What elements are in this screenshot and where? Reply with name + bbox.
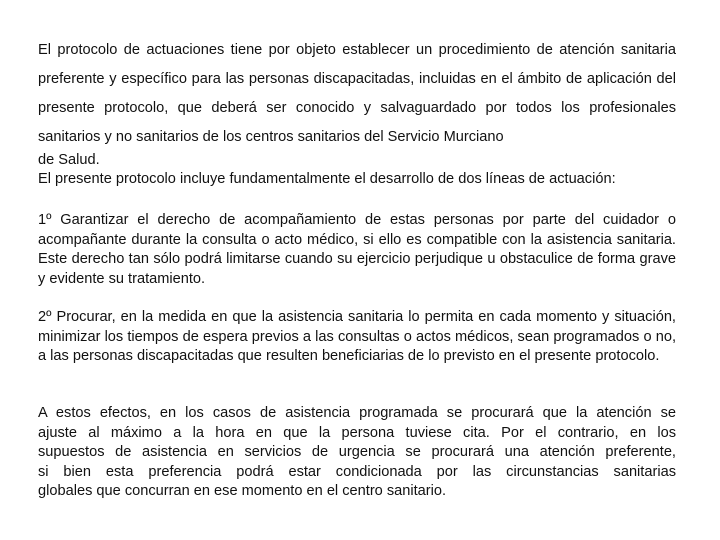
- closing-line: supuestos de asistencia en servicios de urgencia se procurará una atención preferente,: [38, 444, 676, 460]
- closing-paragraph: [38, 404, 676, 502]
- closing-line: ajuste al máximo a la hora en que la persona tuviese cita. Por el contrario, en los: [38, 424, 676, 441]
- intro-final-line: de Salud.: [38, 152, 100, 168]
- action-line-2-paragraph: 2º Procurar, en la medida en que la asistencia sanitaria lo permita en cada momento y situación, minimizar los tiempos de espera previos a las consultas o actos médicos, sean programados o no, a las personas discapacitadas que resulten beneficiarias de lo previsto en el presente protocolo.: [38, 309, 676, 364]
- intro-continuation: [38, 151, 676, 189]
- scope-sentence: El presente protocolo incluye fundamentalmente el desarrollo de dos líneas de actuación:: [38, 171, 616, 187]
- intro-paragraph: El protocolo de actuaciones tiene por objeto establecer un procedimiento de atención sanitaria preferente y específico para las personas discapacitadas, incluidas en el ámbito de aplicación del presente protocolo, que deberá ser conocido y salvaguardado por todos los profesionales sanitarios y no sanitarios de los centros sanitarios del Servicio Murciano: [38, 42, 676, 145]
- action-line-1-paragraph: 1º Garantizar el derecho de acompañamiento de estas personas por parte del cuidador o acompañante durante la consulta o acto médico, si ello es compatible con la asistencia sanitaria. Este derecho tan sólo podrá limitarse cuando su ejercicio perjudique u obstaculice de forma grave y evidente su tratamiento.: [38, 212, 676, 287]
- closing-line: globales que concurran en ese momento en el centro sanitario.: [38, 483, 447, 499]
- closing-line: A estos efectos, en los casos de asistencia programada se procurará que la atención se: [38, 405, 676, 421]
- closing-line: si bien esta preferencia podrá estar condicionada por las circunstancias sanitarias: [38, 463, 676, 480]
